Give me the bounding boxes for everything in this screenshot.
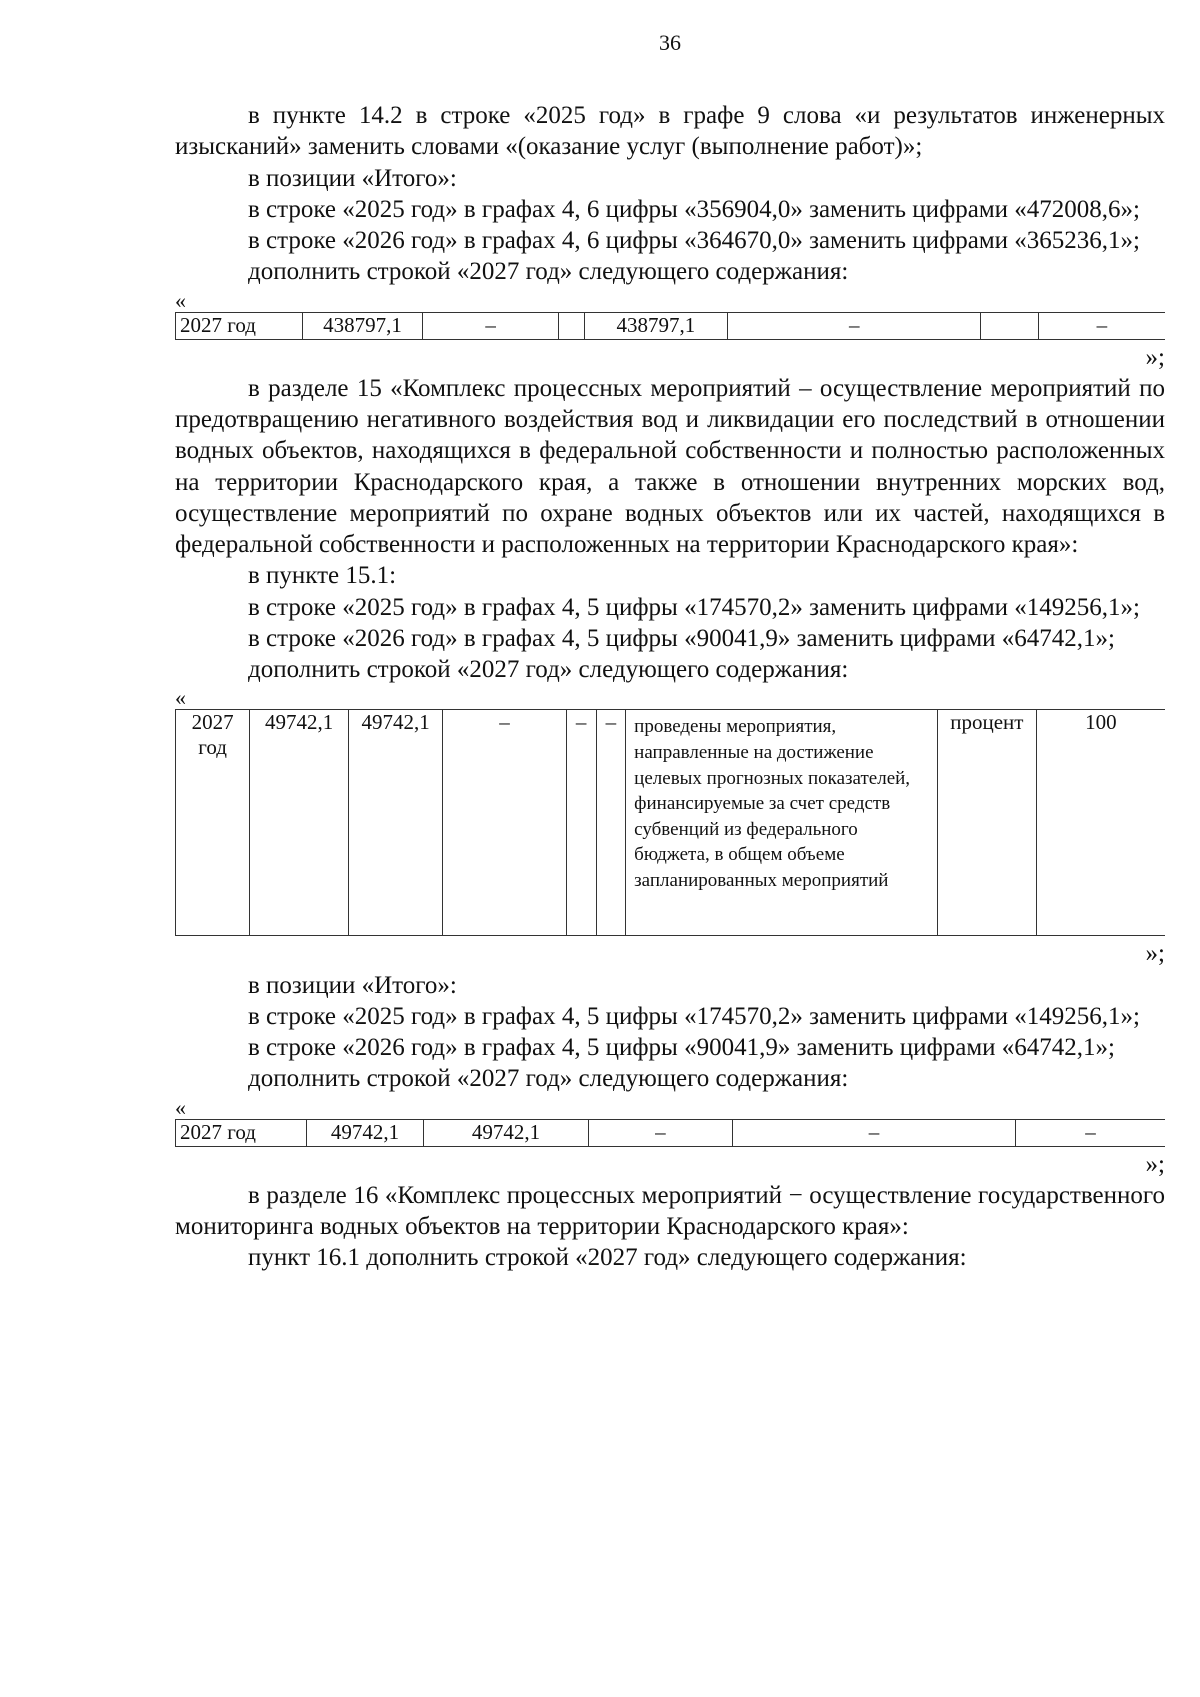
amendment-table-3 — [175, 1119, 1165, 1147]
paragraph: дополнить строкой «2027 год» следующего содержания: — [248, 656, 849, 683]
paragraph: в строке «2025 год» в графах 4, 5 цифры «174570,2» заменить цифрами «149256,1»; — [248, 1002, 1141, 1030]
table-cell: 49742,1 — [424, 1119, 588, 1146]
opening-quote: « — [175, 1094, 186, 1120]
closing-quote: »; — [1145, 343, 1165, 371]
table-cell: – — [566, 710, 596, 936]
table-cell: процент — [937, 710, 1036, 936]
amendment-table-1 — [175, 312, 1165, 340]
paragraph: пункт 16.1 дополнить строкой «2027 год» следующего содержания: — [248, 1244, 967, 1272]
paragraph: в позиции «Итого»: — [248, 971, 457, 999]
table-cell: – — [1038, 312, 1165, 339]
table-cell: – — [728, 312, 981, 339]
paragraph: в строке «2025 год» в графах 4, 6 цифры «356904,0» заменить цифрами «472008,6»; — [248, 195, 1141, 223]
table-cell: 49742,1 — [306, 1119, 424, 1146]
opening-quote: « — [175, 685, 186, 711]
table-cell — [558, 312, 584, 339]
paragraph: в строке «2026 год» в графах 4, 5 цифры «90041,9» заменить цифрами «64742,1»; — [248, 1034, 1116, 1061]
paragraph: в позиции «Итого»: — [248, 164, 457, 192]
table-cell: – — [443, 710, 567, 936]
paragraph: в пункте 14.2 в строке «2025 год» в графе 9 слова «и результатов инженерных изысканий» заменить словами «(оказание услуг (выполнение работ)»; — [175, 102, 1165, 161]
table-cell: 438797,1 — [584, 312, 727, 339]
paragraph: в строке «2026 год» в графах 4, 6 цифры «364670,0» заменить цифрами «365236,1»; — [248, 227, 1141, 254]
closing-quote: »; — [1145, 940, 1165, 968]
paragraph: в строке «2025 год» в графах 4, 5 цифры «174570,2» заменить цифрами «149256,1»; — [248, 593, 1141, 621]
closing-quote: »; — [1145, 1150, 1165, 1178]
table-row — [176, 710, 1166, 936]
table-row — [176, 1119, 1166, 1146]
table-cell: 2027 год — [176, 1119, 307, 1146]
paragraph: в разделе 15 «Комплекс процессных мероприятий – осуществление мероприятий по предотвращению негативного воздействия вод и ликвидации его последствий в отношении водных объектов, находящихся в федеральной собственности и полностью расположенных на территории Краснодарского края, а также в отношении внутренних морских вод, осуществление мероприятий по охране водных объектов или их частей, находящихся в федеральной собственности и расположенных на территории Краснодарского края»: — [175, 374, 1165, 558]
amendment-table-2 — [175, 709, 1165, 936]
table-cell: 438797,1 — [302, 312, 423, 339]
table-cell: – — [596, 710, 626, 936]
table-cell: – — [733, 1119, 1016, 1146]
table-cell: 49742,1 — [250, 710, 349, 936]
document-body — [175, 100, 1165, 1274]
table-cell: 100 — [1036, 710, 1165, 936]
page-number: 36 — [659, 30, 681, 55]
table-cell: 49742,1 — [349, 710, 443, 936]
table-row — [176, 312, 1166, 339]
paragraph: в разделе 16 «Комплекс процессных мероприятий − осуществление государственного мониторинга водных объектов на территории Краснодарского края»: — [175, 1181, 1165, 1240]
table-cell: проведены мероприятия, направленные на достижение целевых прогнозных показателей, финансируемые за счет средств субвенций из федерального бюджета, в общем объеме запланированных мероприятий — [626, 710, 938, 936]
table-cell: 2027 год — [176, 710, 250, 936]
opening-quote: « — [175, 287, 186, 313]
table-cell: – — [588, 1119, 732, 1146]
table-cell: – — [423, 312, 559, 339]
table-cell: 2027 год — [176, 312, 303, 339]
paragraph: в пункте 15.1: — [248, 562, 397, 590]
table-cell: – — [1016, 1119, 1165, 1146]
paragraph: дополнить строкой «2027 год» следующего содержания: — [248, 258, 849, 286]
table-cell — [981, 312, 1038, 339]
paragraph: в строке «2026 год» в графах 4, 5 цифры «90041,9» заменить цифрами «64742,1»; — [248, 624, 1116, 652]
paragraph: дополнить строкой «2027 год» следующего содержания: — [248, 1065, 849, 1093]
